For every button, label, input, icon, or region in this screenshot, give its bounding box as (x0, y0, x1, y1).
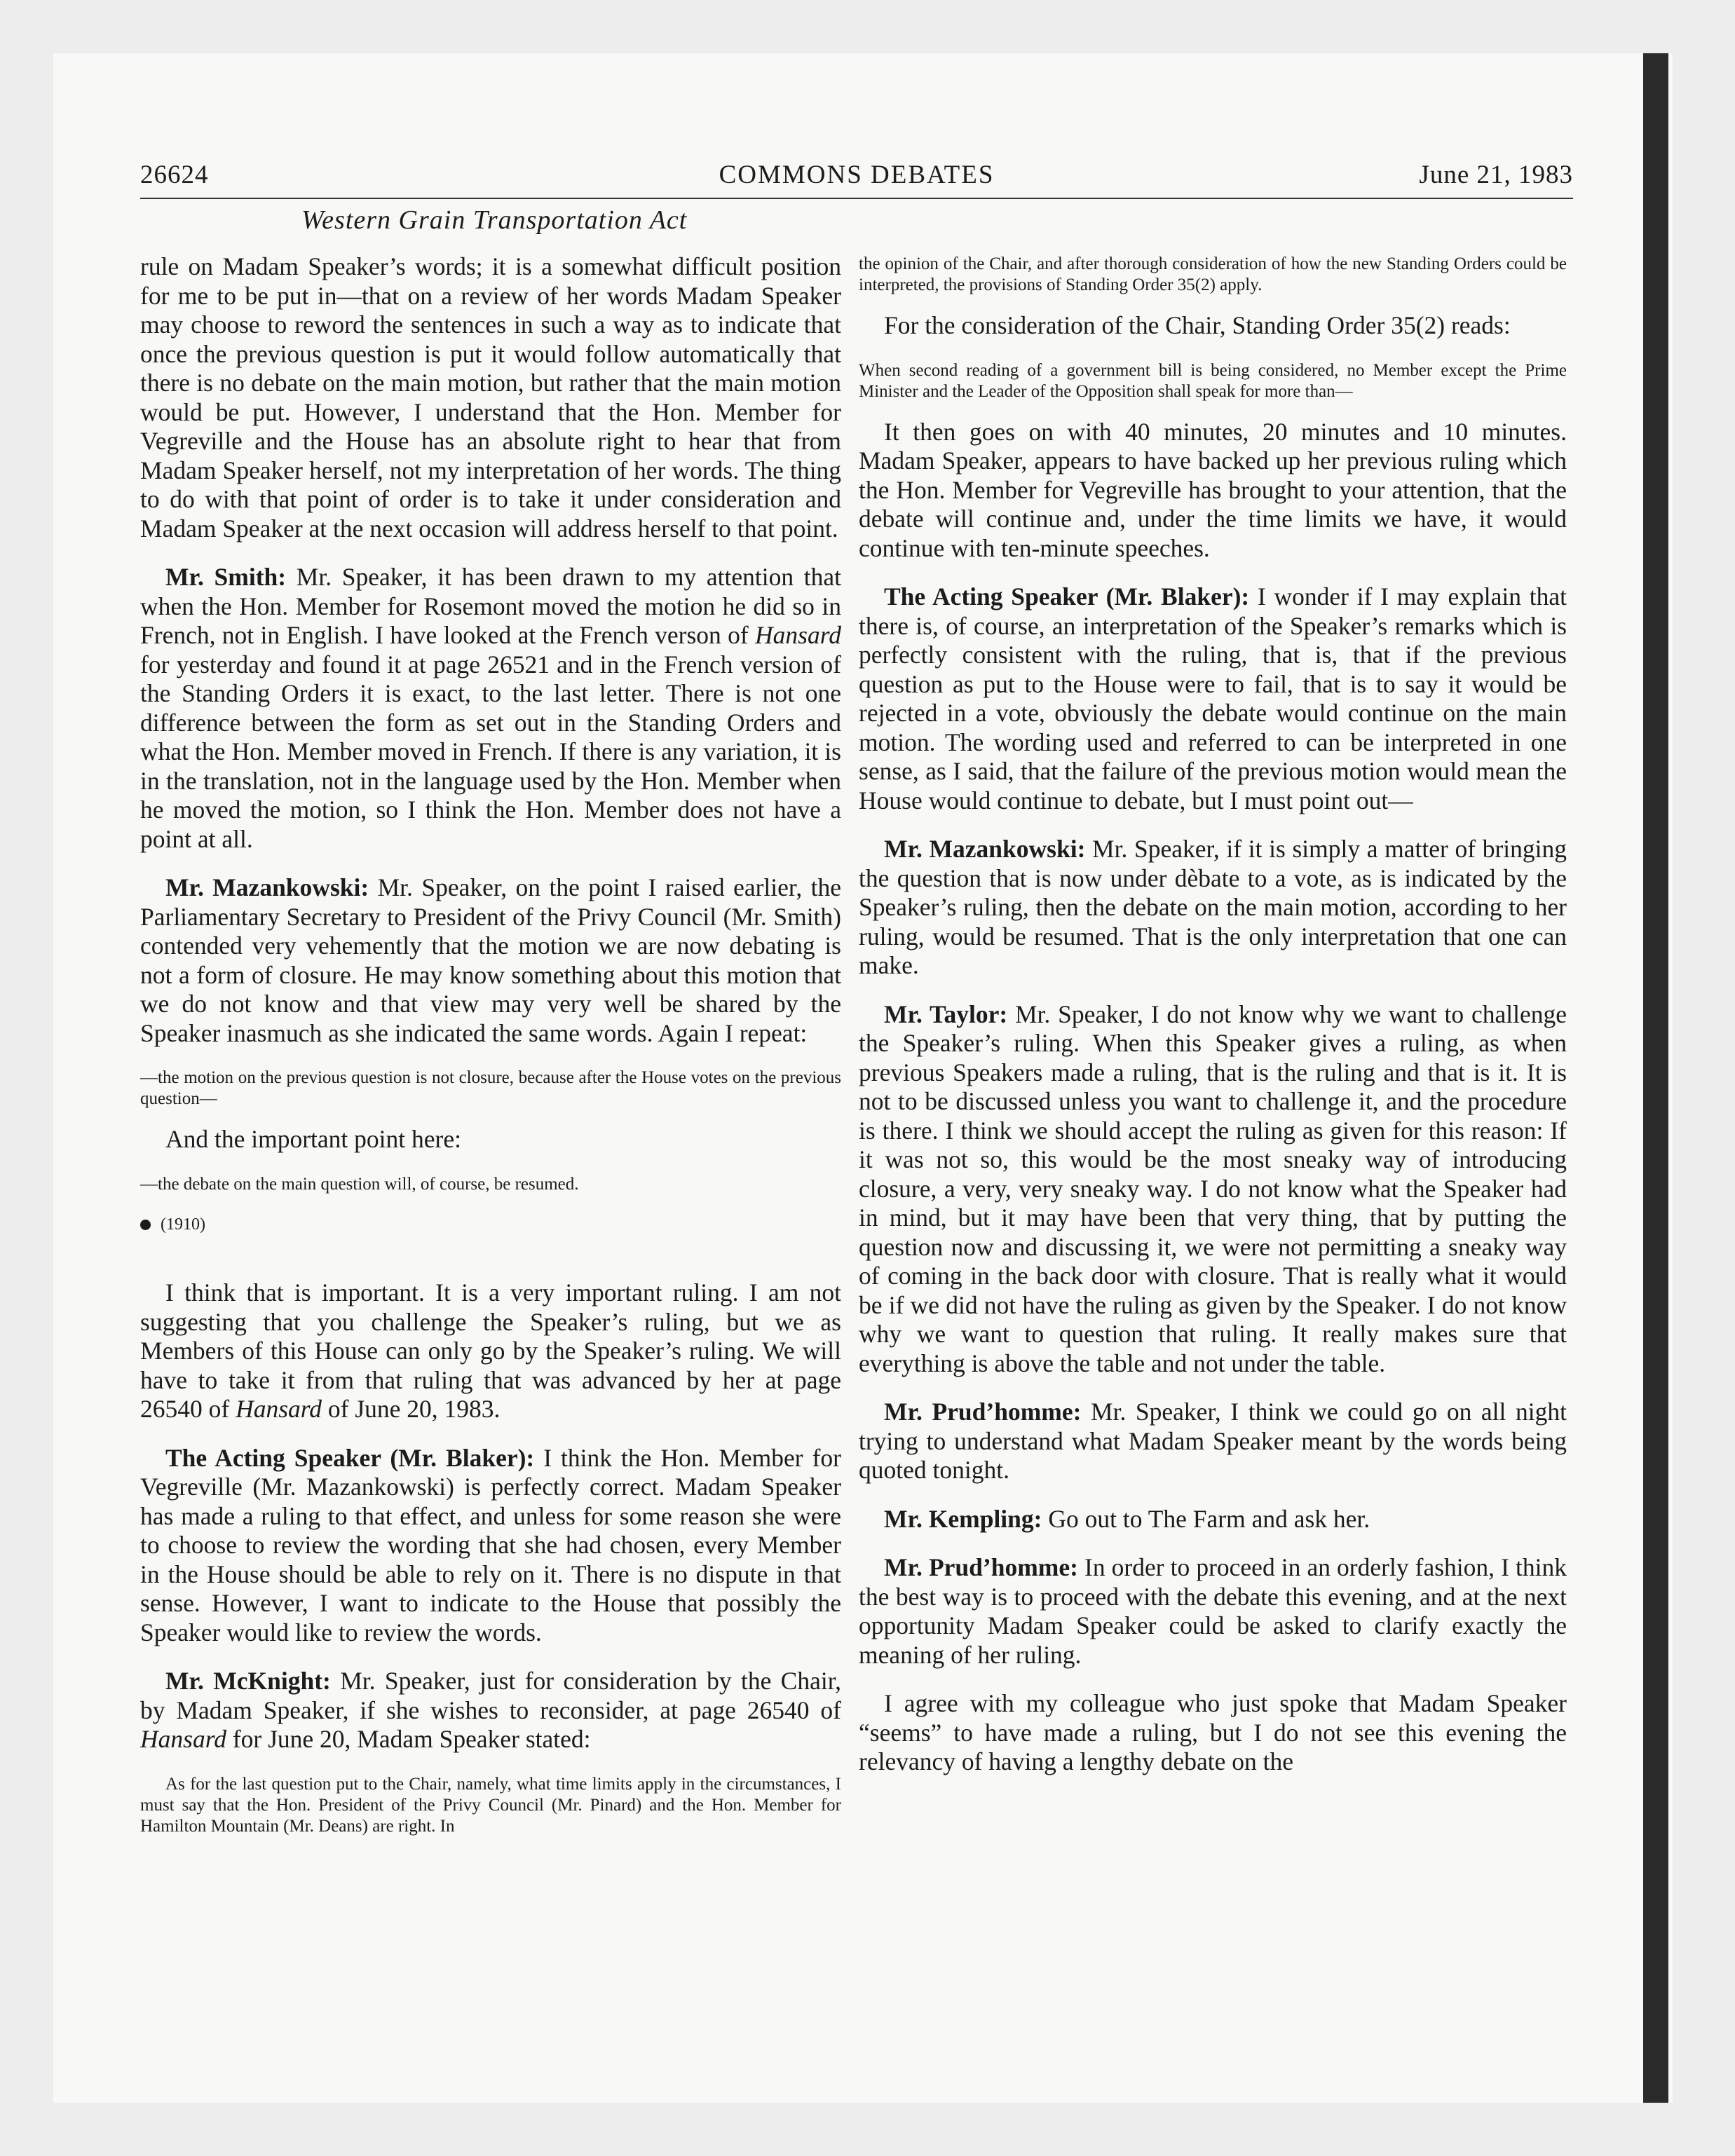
speaker-name: Mr. McKnight: (165, 1667, 331, 1695)
speech-text: In order to proceed in an orderly fashion, I think the best way is to proceed with the debate this evening, and at the next opportunity Madam Speaker could be asked to clarify exactly the meaning of her ruling. (859, 1553, 1567, 1669)
speech-text: Mr. Speaker, on the point I raised earlier, the Parliamentary Secretary to President of the Privy Council (Mr. Smith) contended very vehemently that the motion we are now debating is not a form of closure. He may know something about this motion that we do not know and that view may very well be shared by the Speaker inasmuch as she indicated the same words. Again I repeat: (140, 873, 841, 1047)
speaker-name: Mr. Taylor: (884, 999, 1008, 1028)
speech-text: I think the Hon. Member for Vegreville (Mr. Mazankowski) is perfectly correct. Madam Speaker has made a ruling to that effect, and unless for some reason she were to choose to review the wording that she had chosen, every Member in the House should be able to rely on it. There is no dispute in that sense. However, I want to indicate to the House that possibly the Speaker would like to review the words. (140, 1443, 842, 1646)
paragraph (140, 1278, 841, 1424)
speech-acting-speaker (859, 582, 1567, 815)
speech-acting-speaker (140, 1444, 841, 1648)
speech-text: Mr. Speaker, it has been drawn to my attention that when the Hon. Member for Rosemont moved the motion he did so in French, not in English. I have looked at the French verson of (140, 563, 841, 649)
quotation: —the motion on the previous question is not closure, because after the House votes on the previous question— (140, 1068, 841, 1108)
speech-text: I wonder if I may explain that there is, of course, an interpretation of the Speaker’s remarks which is perfectly consistent with the ruling, that is, that if the previous question as put to the House were to fail, that is to say it would be rejected in a vote, obviously the debate would continue on the main motion. The wording used and referred to can be interpreted in one sense, as I said, that the failure of the previous motion would mean the House would continue to debate, but I must point out— (859, 582, 1567, 814)
quotation: As for the last question put to the Chair, namely, what time limits apply in the circumstances, I must say that the Hon. President of the Privy Council (Mr. Pinard) and the Hon. Member for Hamilton Mountain (Mr. Deans) are right. In (140, 1774, 841, 1836)
speaker-name: Mr. Prud’homme: (884, 1398, 1082, 1426)
page-number: 26624 (140, 161, 209, 189)
speech-text: Mr. Speaker, I think we could go on all night trying to understand what Madam Speaker meant by the words being quoted tonight. (859, 1398, 1567, 1484)
speech-text: for June 20, Madam Speaker stated: (226, 1725, 591, 1753)
speech-prudhomme (859, 1398, 1567, 1485)
scan-edge-shadow (1643, 53, 1668, 2103)
speech-mazankowski (859, 835, 1567, 981)
paragraph: For the consideration of the Chair, Standing Order 35(2) reads: (884, 311, 1511, 339)
speech-text: for yesterday and found it at page 26521 and in the French version of the Standing Orders it is exact, to the last letter. There is not one difference between the form as set out in the Standing Orders and what the Hon. Member moved in French. If there is any variation, it is in the translation, not in the language used by the Hon. Member when he moved the motion, so I think the Hon. Member does not have a point at all. (140, 650, 841, 853)
right-column (859, 254, 1567, 1796)
speech-mazankowski (140, 873, 841, 1048)
speech-taylor (859, 1000, 1567, 1379)
speech-kempling (859, 1505, 1567, 1534)
speaker-name: The Acting Speaker (Mr. Blaker): (884, 582, 1250, 610)
paragraph: I agree with my colleague who just spoke that Madam Speaker “seems” to have made a ruling, but I do not see this evening the relevancy of having a lengthy debate on the (859, 1689, 1567, 1775)
speaker-name: The Acting Speaker (Mr. Blaker): (165, 1443, 535, 1472)
speaker-name: Mr. Prud’homme: (884, 1553, 1078, 1581)
speaker-name: Mr. Mazankowski: (884, 835, 1086, 863)
hansard-ref: Hansard (236, 1395, 322, 1423)
speech-smith (140, 563, 841, 854)
speech-prudhomme (859, 1553, 1567, 1670)
speech-mcknight (140, 1667, 841, 1754)
paragraph-text: of June 20, 1983. (322, 1395, 501, 1423)
time-marker (140, 1210, 841, 1240)
publication-date: June 21, 1983 (1419, 161, 1573, 189)
running-title: Western Grain Transportation Act (301, 205, 688, 235)
hansard-ref: Hansard (140, 1725, 226, 1753)
publication-title: COMMONS DEBATES (719, 161, 995, 189)
speaker-name: Mr. Mazankowski: (165, 873, 369, 901)
speech-text: Mr. Speaker, just for consideration by the Chair, by Madam Speaker, if she wishes to reconsider, at page 26540 of (140, 1667, 842, 1724)
paragraph-text: I think that is important. It is a very important ruling. I am not suggesting that you challenge the Speaker’s ruling, but we as Members of this House can only go by the Speaker’s ruling. We will have to take it from that ruling that was advanced by her at page 26540 of (140, 1278, 841, 1423)
speaker-name: Mr. Smith: (165, 563, 287, 591)
page-header (140, 160, 1573, 199)
paragraph: rule on Madam Speaker’s words; it is a somewhat difficult position for me to be put in—that on a review of her words Madam Speaker may choose to reword the sentences in such a way as to indicate that once the previous question is put it would follow automatically that there is no debate on the main motion, but rather that the main motion would be put. However, I understand that the Hon. Member for Vegreville and the House has an absolute right to hear that from Madam Speaker herself, not my interpretation of her words. The thing to do with that point of order is to take it under consideration and Madam Speaker at the next occasion will address herself to that point. (140, 252, 841, 543)
left-column (140, 252, 841, 1853)
time-marker-text: (1910) (161, 1215, 205, 1234)
quotation: the opinion of the Chair, and after thorough consideration of how the new Standing Orders could be interpreted, the provisions of Standing Order 35(2) apply. (859, 254, 1567, 294)
paragraph: And the important point here: (165, 1125, 461, 1153)
speech-text: Mr. Speaker, I do not know why we want to challenge the Speaker’s ruling. When this Speaker gives a ruling, as when previous Speakers made a ruling, that is the ruling and that is it. It is not to be discussed unless you want to challenge it, and the procedure is there. I think we should accept the ruling as given for this reason: If it was not so, this would be the most sneaky way of introducing closure, a very, very sneaky way. I do not know what the Speaker had in mind, but it may have been that very thing, that by putting the question now and discussing it, we were not permitting a sneaky way of coming in the back door with closure. That is really what it would be if we did not have the ruling as given by the Speaker. I do not know why we want to question that ruling. It really makes sure that everything is above the table and not under the table. (859, 999, 1567, 1377)
speech-text: Go out to The Farm and ask her. (1042, 1504, 1370, 1533)
hansard-ref: Hansard (755, 621, 841, 649)
quotation: —the debate on the main question will, of course, be resumed. (140, 1174, 579, 1194)
quotation: When second reading of a government bill is being considered, no Member except the Prime Minister and the Leader of the Opposition shall speak for more than— (859, 360, 1567, 401)
bullet-dot-icon (140, 1220, 151, 1230)
speech-text: Mr. Speaker, if it is simply a matter of bringing the question that is now under dèbate to a vote, as is indicated by the Speaker’s ruling, then the debate on the main motion, according to her ruling, would be resumed. That is the only interpretation that one can make. (859, 835, 1567, 979)
paragraph: It then goes on with 40 minutes, 20 minutes and 10 minutes. Madam Speaker, appears to have backed up her previous ruling which the Hon. Member for Vegreville has brought to your attention, that the debate will continue and, under the time limits we have, it would continue with ten-minute speeches. (859, 417, 1567, 562)
speaker-name: Mr. Kempling: (884, 1504, 1042, 1533)
